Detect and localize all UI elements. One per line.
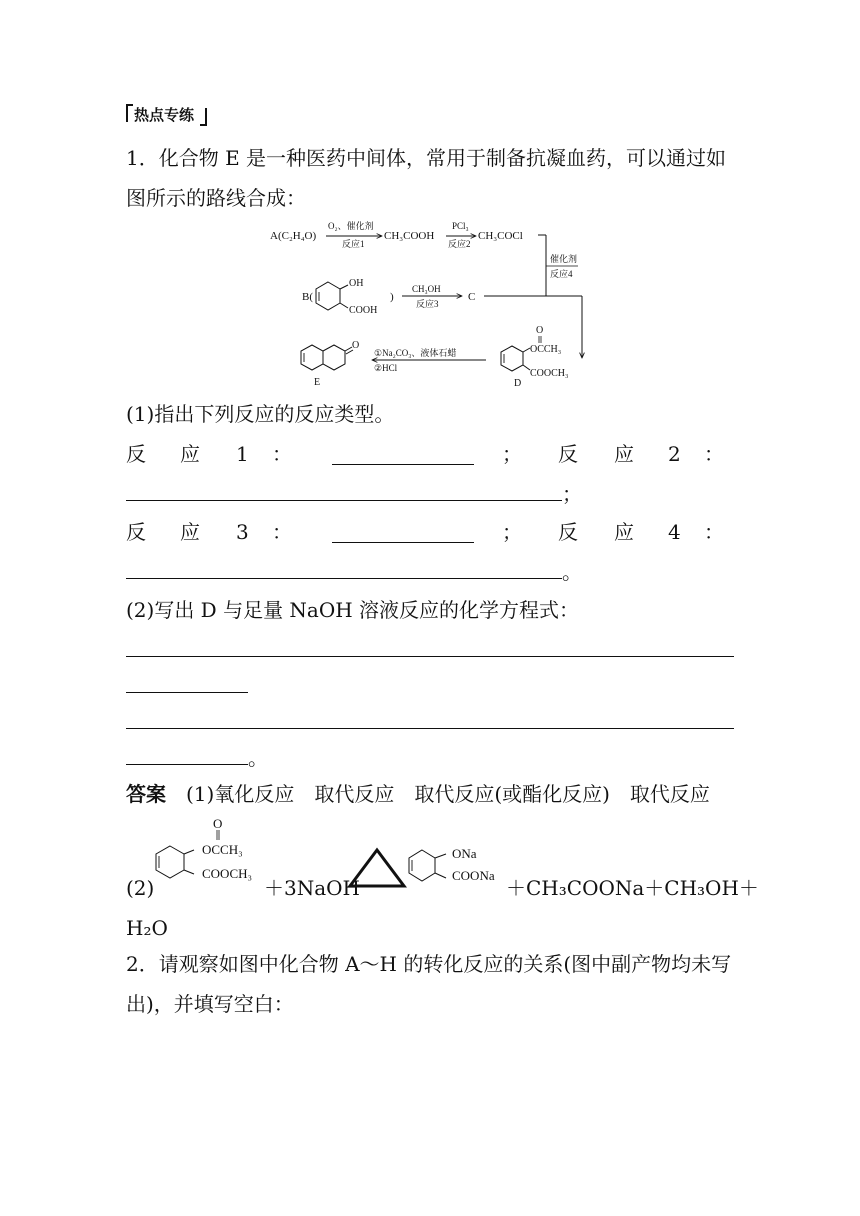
- q2-intro-line1: 2．请观察如图中化合物 A～H 的转化反应的关系(图中副产物均未写: [126, 952, 732, 976]
- reaction2-char-3: 2: [668, 442, 681, 466]
- reaction1-char-2: 应: [180, 442, 200, 466]
- q2-intro-line2: 出)，并填写空白：: [126, 992, 294, 1016]
- q1-intro-line2: 图所示的路线合成：: [126, 186, 306, 210]
- answer-products: ＋CH₃COONa＋CH₃OH＋: [506, 876, 759, 900]
- reaction4-char-1: 反: [558, 520, 578, 544]
- answer-product-ona: ONa: [452, 846, 477, 861]
- compound-d-cooch3: COOCH₃: [530, 368, 569, 379]
- q1-intro-line1: 1．化合物 E 是一种医药中间体，常用于制备抗凝血药，可以通过如: [126, 146, 727, 170]
- answer-reactant-structure: [148, 816, 264, 896]
- period-1: 。: [562, 560, 582, 584]
- heating-triangle-icon: [346, 846, 408, 890]
- compound-e-oxygen: O: [352, 340, 360, 351]
- reaction2-char-2: 应: [614, 442, 634, 466]
- reaction2-char-4: ：: [704, 442, 724, 466]
- reaction3-char-3: 3: [236, 520, 249, 544]
- bracket-open: [126, 104, 133, 122]
- period-2: 。: [248, 746, 268, 770]
- reaction1-reagent: O₂、催化剂: [328, 221, 374, 231]
- equation-blank-line1[interactable]: [126, 656, 734, 657]
- answer-part2-prefix: (2): [126, 876, 155, 900]
- reaction2-label: 反应2: [448, 239, 471, 249]
- answer-product-coona: COONa: [452, 868, 495, 883]
- reaction5-reagent1: ①Na₂CO₃、液体石蜡: [374, 348, 457, 358]
- compound-b-oh: OH: [349, 278, 364, 289]
- reaction4-label: 反应4: [550, 269, 573, 279]
- answer-naoh: ＋3NaOH: [264, 876, 360, 900]
- reaction3-char-4: ：: [272, 520, 292, 544]
- semicolon-1: ；: [502, 442, 522, 466]
- reaction2-reagent: PCl₃: [452, 221, 469, 231]
- reaction4-char-2: 应: [614, 520, 634, 544]
- compound-d-carbonyl-o: O: [536, 325, 544, 336]
- reaction5-reagent2: ②HCl: [374, 363, 398, 373]
- answer-label: 答案: [126, 782, 166, 806]
- compound-e-label: E: [314, 377, 321, 388]
- synthesis-scheme: [262, 212, 602, 392]
- compound-d-label: D: [514, 378, 522, 389]
- reaction1-char-4: ：: [272, 442, 292, 466]
- answer-product-structure: [400, 840, 510, 900]
- bracket-close: [200, 108, 207, 126]
- reaction4-reagent: 催化剂: [550, 254, 578, 264]
- compound-b-structure: [316, 282, 348, 310]
- answer-reactant-o: O: [213, 816, 223, 831]
- compound-c-label: C: [468, 291, 476, 303]
- reaction1-label: 反应1: [342, 239, 365, 249]
- reaction3-char-1: 反: [126, 520, 146, 544]
- compound-d-occh3: OCCH₃: [530, 344, 562, 355]
- compound-e-structure: [301, 345, 353, 370]
- equation-blank-line3[interactable]: [126, 728, 734, 729]
- reaction4-answer-blank[interactable]: [126, 578, 562, 579]
- compound-b-prefix: B(: [302, 291, 313, 303]
- reaction3-reagent: CH₃OH: [412, 284, 441, 294]
- answer-part1: (1)氧化反应 取代反应 取代反应(或酯化反应) 取代反应: [186, 782, 710, 806]
- answer-reactant-cooch3: COOCH₃: [202, 866, 253, 881]
- equation-blank-line2[interactable]: [126, 692, 248, 693]
- answer-reactant-occh3: OCCH₃: [202, 842, 243, 857]
- acetic-acid-label: CH₃COOH: [384, 230, 435, 242]
- reaction2-answer-blank[interactable]: [126, 500, 562, 501]
- compound-b-cooh: COOH: [349, 305, 378, 316]
- part2-prompt: (2)写出 D 与足量 NaOH 溶液反应的化学方程式：: [126, 598, 580, 622]
- semicolon-2: ；: [562, 482, 582, 506]
- reaction3-label: 反应3: [416, 299, 439, 309]
- reaction2-char-1: 反: [558, 442, 578, 466]
- reaction1-char-1: 反: [126, 442, 146, 466]
- equation-blank-line4[interactable]: [126, 764, 248, 765]
- reaction4-char-3: 4: [668, 520, 681, 544]
- compound-b-suffix: ): [390, 291, 394, 303]
- answer-water: H₂O: [126, 916, 168, 940]
- part1-prompt: (1)指出下列反应的反应类型。: [126, 402, 395, 426]
- acetyl-chloride-label: CH₃COCl: [478, 230, 523, 242]
- semicolon-3: ；: [502, 520, 522, 544]
- reaction3-char-2: 应: [180, 520, 200, 544]
- reaction4-char-4: ：: [704, 520, 724, 544]
- reaction1-char-3: 1: [236, 442, 249, 466]
- reaction1-answer-blank[interactable]: [332, 464, 474, 465]
- reaction3-answer-blank[interactable]: [332, 542, 474, 543]
- compound-a-label: A(C₂H₄O): [270, 230, 317, 242]
- section-title: 热点专练: [134, 106, 195, 124]
